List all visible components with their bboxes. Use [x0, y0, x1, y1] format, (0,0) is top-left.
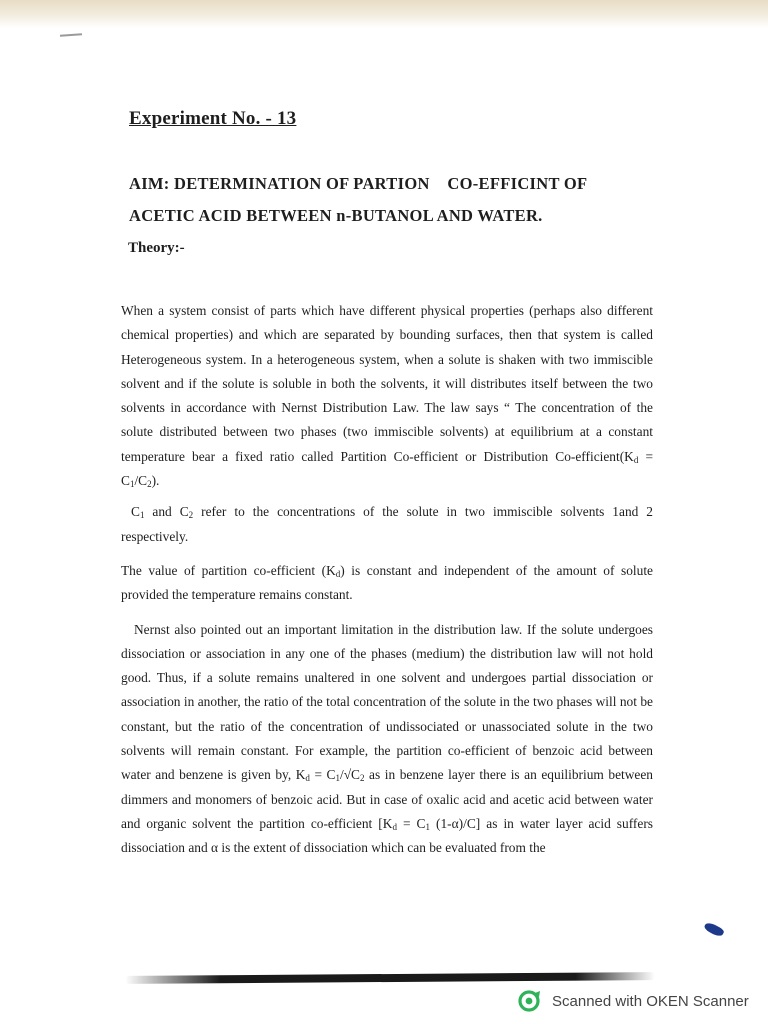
subscript-d: d	[633, 454, 639, 465]
subscript-1: 1	[425, 821, 430, 832]
subscript-d: d	[392, 821, 397, 832]
scanner-watermark-text: Scanned with OKEN Scanner	[552, 992, 749, 1010]
aim-heading	[129, 168, 653, 232]
ink-blot	[703, 921, 725, 938]
experiment-title: Experiment No. - 13	[129, 108, 297, 129]
aim-line-2: ACETIC ACID BETWEEN n-BUTANOL AND WATER.	[129, 206, 543, 225]
theory-heading: Theory:-	[128, 240, 185, 256]
theory-paragraph-2: $C_1$ and $C_2$ refer to the concentrations of the solute in two immiscible solvents 1and 2 respectively.	[121, 504, 654, 544]
theory-paragraph-3: The value of partition co-efficient $(K_d)$ is constant and independent of the amount of solute provided the temperature remains constant.	[121, 562, 654, 603]
subscript-d: d	[305, 773, 310, 784]
page-top-shadow	[0, 0, 768, 28]
oken-scanner-logo-icon	[518, 990, 542, 1012]
subscript-2: 2	[360, 773, 365, 784]
subscript-2: 2	[147, 479, 152, 490]
subscript-1: 1	[129, 479, 135, 490]
aim-line-1: AIM: DETERMINATION OF PARTION CO-EFFICINT OF	[129, 174, 588, 193]
subscript-d: d	[335, 568, 341, 579]
subscript-2: 2	[188, 510, 194, 521]
theory-paragraph-4: Nernst also pointed out an important limitation in the distribution law. If the solute undergoes dissociation or association in any one of the phases (medium) the distribution law will not hold good. Thus, if a solute remains unaltered in one solvent and undergoes partial dissociation or association in another, the ratio of the total concentration of the solute in the two phases will not be constant, but the ratio of the concentration of undissociated or unassociated solute in the two solvents will remain constant. For example, the partition co-efficient of benzoic acid between water and benzene is given by, $K_d = C_1/√C_2$ as in benzene layer there is an equilibrium between dimmers and monomers of benzoic acid. But in case of oxalic acid and acetic acid between water and organic solvent the partition co-efficient [$K_d = C_1$ (1-α)/C] as in water layer acid suffers dissociation and α is the extent of dissociation which can be evaluated from the	[121, 621, 653, 856]
page-corner-mark	[60, 33, 82, 37]
document-page	[121, 108, 653, 861]
subscript-1: 1	[139, 510, 145, 521]
subscript-1: 1	[335, 773, 340, 784]
scanner-watermark	[518, 990, 749, 1012]
page-bottom-edge-shadow	[125, 972, 655, 984]
theory-paragraph-1: When a system consist of parts which have different physical properties (perhaps also different chemical properties) and which are separated by bounding surfaces, then that system is called Heterogeneous system. In a heterogeneous system, when a solute is shaken with two immiscible solvent and if the solute is soluble in both the solvents, it will distributes itself between the two solvents in accordance with Nernst Distribution Law. The law says “ The concentration of the solute distributed between two phases (two immiscible solvents) at equilibrium at a constant temperature bear a fixed ratio called Partition Co-efficient or Distribution $Co-efficient(K_d = C_1/C_2)$.	[121, 303, 653, 490]
